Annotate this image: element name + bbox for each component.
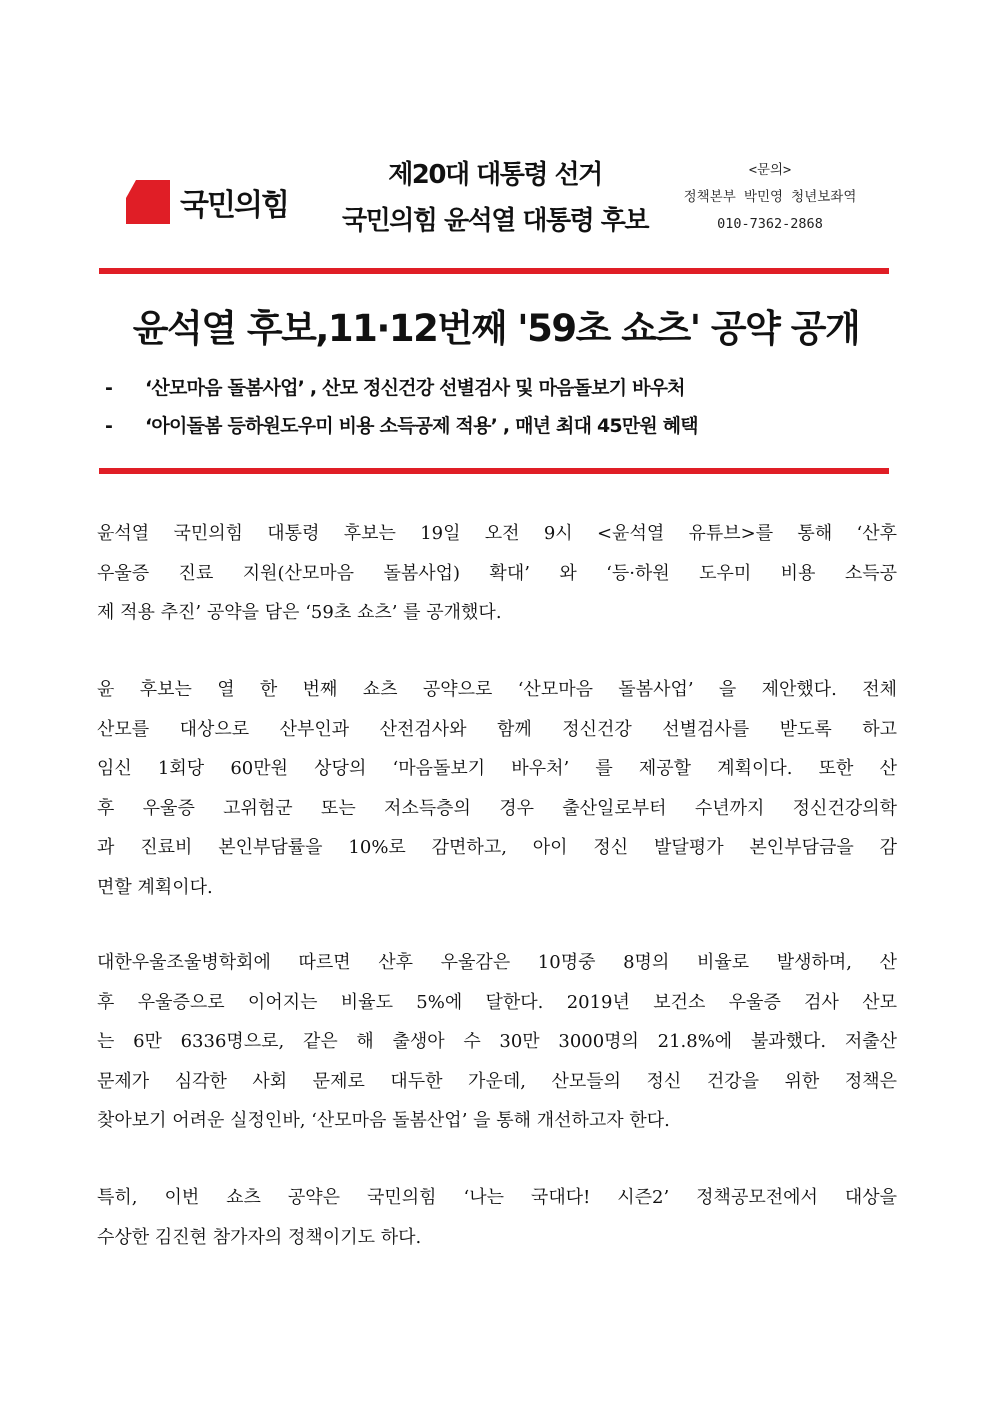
header-title-line-1: 제20대 대통령 선거: [388, 160, 602, 190]
subheadline-1-dash: -: [105, 377, 113, 399]
party-logo: [126, 180, 288, 224]
body-line: 특히, 이번 쇼츠 공약은 국민의힘 ‘나는 국대다! 시즌2’ 정책공모전에서 대상을: [97, 1187, 897, 1208]
body-line: 후 우울증으로 이어지는 비율도 5%에 달한다. 2019년 보건소 우울증 검사 산모: [97, 991, 897, 1013]
contact-phone: 010-7362-2868: [717, 216, 823, 232]
body-paragraph-3: [97, 943, 897, 1141]
party-logo-mark-icon: [126, 180, 170, 224]
body-line: 후 우울증 고위험군 또는 저소득층의 경우 출산일로부터 수년까지 정신건강의학: [97, 797, 897, 819]
page-headline: 윤석열 후보,11·12번째 '59초 쇼츠' 공약 공개: [132, 307, 860, 350]
subheadline-1: [105, 373, 685, 400]
body-line: 산모를 대상으로 산부인과 산전검사와 함께 정신건강 선별검사를 받도록 하고: [97, 718, 897, 740]
contact-person: 정책본부 박민영 청년보좌역: [683, 189, 857, 205]
body-line: 찾아보기 어려운 실정인바, ‘산모마음 돌봄산업’ 을 통해 개선하고자 한다.: [97, 1110, 670, 1131]
body-line: 윤석열 국민의힘 대통령 후보는 19일 오전 9시 <윤석열 유튜브>를 통해 ‘산후: [97, 523, 897, 544]
body-line: 수상한 김진현 참가자의 정책이기도 하다.: [97, 1226, 422, 1248]
body-line: 윤 후보는 열 한 번째 쇼츠 공약으로 ‘산모마음 돌봄사업’ 을 제안했다. 전체: [97, 679, 897, 700]
header-title: [330, 152, 660, 244]
top-divider: [99, 268, 889, 274]
bottom-divider: [99, 468, 889, 474]
body-paragraph-1: [97, 514, 897, 633]
party-logo-text: 국민의힘: [180, 188, 288, 223]
header-title-line-2: 국민의힘 윤석열 대통령 후보: [341, 206, 649, 236]
body-line: 문제가 심각한 사회 문제로 대두한 가운데, 산모들의 정신 건강을 위한 정책은: [97, 1070, 897, 1092]
subheadline-2: [105, 411, 698, 438]
subheadline-1-text: ‘산모마음 돌봄사업’ , 산모 정신건강 선별검사 및 마음돌보기 바우처: [145, 377, 685, 399]
body-line: 면할 계획이다.: [97, 876, 213, 898]
body-line: 우울증 진료 지원(산모마음 돌봄사업) 확대’ 와 ‘등·하원 도우미 비용 소득공: [97, 562, 897, 584]
body-line: 제 적용 추진’ 공약을 담은 ‘59초 쇼츠’ 를 공개했다.: [97, 602, 502, 623]
contact-info: [650, 157, 890, 238]
body-paragraph-4: [97, 1178, 897, 1257]
body-line: 임신 1회당 60만원 상당의 ‘마음돌보기 바우처’ 를 제공할 계획이다. 또한 산: [97, 758, 897, 779]
body-line: 대한우울조울병학회에 따르면 산후 우울감은 10명중 8명의 비율로 발생하며, 산: [97, 952, 897, 973]
contact-label: <문의>: [748, 162, 792, 178]
subheadline-2-text: ‘아이돌봄 등하원도우미 비용 소득공제 적용’ , 매년 최대 45만원 혜택: [145, 415, 698, 437]
subheadline-2-dash: -: [105, 415, 113, 437]
body-line: 과 진료비 본인부담률을 10%로 감면하고, 아이 정신 발달평가 본인부담금을 감: [97, 837, 897, 858]
body-line: 는 6만 6336명으로, 같은 해 출생아 수 30만 3000명의 21.8%에 불과했다. 저출산: [97, 1031, 897, 1052]
body-paragraph-2: [97, 670, 897, 907]
